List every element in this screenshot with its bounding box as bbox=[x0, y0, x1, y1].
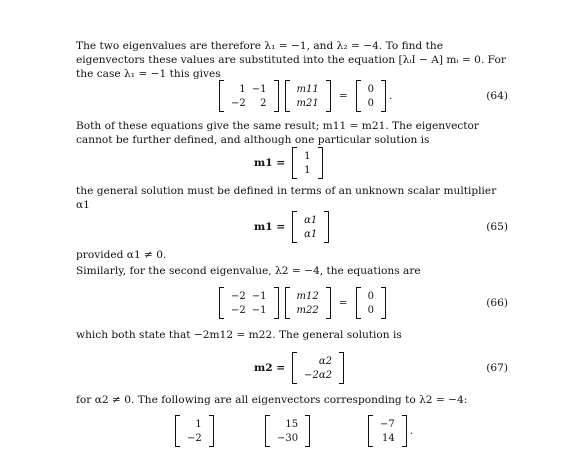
cell: m11 bbox=[296, 83, 319, 95]
cell: α2 bbox=[318, 355, 333, 367]
cell: −1 bbox=[251, 83, 267, 95]
paragraph-second-eigenvalue: Similarly, for the second eigenvalue, λ2 = −4, the equations are bbox=[76, 265, 421, 277]
equation-64-body: 1 −1 −2 2 m11 m21 = 0 0 . bbox=[216, 76, 392, 116]
text: . For the case bbox=[76, 54, 506, 80]
equation-particular-solution bbox=[76, 143, 508, 183]
matrix-a bbox=[219, 80, 279, 112]
cell: −1 bbox=[251, 290, 267, 302]
equation-67 bbox=[76, 348, 508, 388]
lhs: m2 = bbox=[254, 362, 286, 374]
text: , and bbox=[306, 40, 337, 52]
cell: α1 bbox=[304, 214, 318, 226]
cell: −2 bbox=[231, 97, 246, 109]
vector-3 bbox=[368, 415, 407, 447]
math-lambda1: λ₁ = −1 bbox=[264, 40, 307, 52]
vector-m bbox=[285, 80, 331, 112]
text: The two eigenvalues are therefore bbox=[76, 40, 265, 52]
cell: 1 bbox=[195, 418, 202, 430]
vector-zero bbox=[356, 80, 386, 112]
equation-number: (64) bbox=[486, 90, 508, 102]
cell: 1 bbox=[304, 164, 311, 176]
cell: −7 bbox=[380, 418, 395, 430]
cell: m12 bbox=[296, 290, 319, 302]
cell: 0 bbox=[367, 304, 374, 316]
cell: −2 bbox=[231, 304, 246, 316]
cell: −1 bbox=[251, 304, 267, 316]
vector bbox=[292, 147, 322, 179]
text: . To find the eigenvectors these values are substituted into the equation bbox=[76, 40, 443, 66]
math-case: λ₁ = −1 bbox=[124, 68, 167, 80]
paragraph-provided: provided α1 ≠ 0. bbox=[76, 249, 167, 261]
cell: α1 bbox=[304, 228, 318, 240]
cell: 14 bbox=[382, 432, 395, 444]
cell: 1 bbox=[304, 150, 311, 162]
lhs: m1 = bbox=[254, 221, 286, 233]
paragraph-both-state: which both state that −2m12 = m22. The general solution is bbox=[76, 329, 402, 341]
cell: 2 bbox=[260, 97, 267, 109]
equation-64 bbox=[76, 76, 508, 116]
cell: 1 bbox=[239, 83, 246, 95]
equation-65 bbox=[76, 207, 508, 247]
cell: −2 bbox=[187, 432, 202, 444]
equation-number: (66) bbox=[486, 297, 508, 309]
vector bbox=[292, 211, 329, 243]
vector-zero bbox=[356, 287, 386, 319]
vector-m bbox=[285, 287, 331, 319]
cell: −2 bbox=[231, 290, 246, 302]
cell: m22 bbox=[296, 304, 319, 316]
math-equation-inline: [λᵢI − A] mᵢ = 0 bbox=[398, 54, 481, 66]
period: . bbox=[409, 425, 414, 437]
cell: −2α2 bbox=[304, 369, 333, 381]
equation-eigenvector-examples bbox=[76, 412, 508, 450]
paragraph-same-result: Both of these equations give the same result; m11 = m21. The eigenvector cannot be further defined, and although one particular solution is bbox=[76, 120, 479, 146]
matrix-a bbox=[219, 287, 279, 319]
cell: 0 bbox=[367, 290, 374, 302]
math-lambda2: λ₂ = −4 bbox=[336, 40, 379, 52]
lhs: m1 = bbox=[254, 157, 286, 169]
cell: −30 bbox=[277, 432, 299, 444]
text: this gives bbox=[166, 68, 221, 80]
paragraph-general-solution: the general solution must be defined in terms of an unknown scalar multiplier α1 bbox=[76, 185, 497, 211]
cell: 0 bbox=[367, 83, 374, 95]
vector-2 bbox=[265, 415, 310, 447]
vector bbox=[292, 352, 344, 384]
cell: m21 bbox=[296, 97, 319, 109]
equation-66: −2 −1 −2 −1 m12 m22 = 0 0 (66) bbox=[76, 283, 508, 323]
paragraph-eigenvalues bbox=[76, 39, 508, 81]
equation-number: (65) bbox=[486, 221, 508, 233]
equation-number: (67) bbox=[486, 362, 508, 374]
vector-1 bbox=[175, 415, 214, 447]
cell: 15 bbox=[285, 418, 299, 430]
cell: 0 bbox=[367, 97, 374, 109]
paragraph-all-eigenvectors: for α2 ≠ 0. The following are all eigenvectors corresponding to λ2 = −4: bbox=[76, 394, 468, 406]
